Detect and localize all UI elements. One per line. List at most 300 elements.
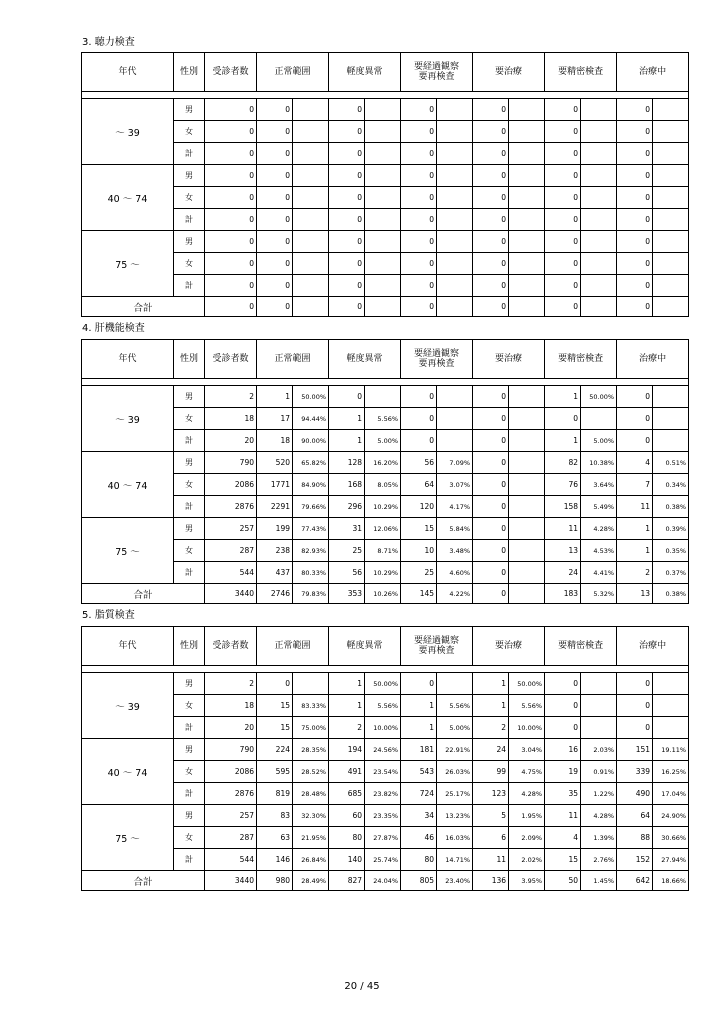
mild-count-cell: 0 (329, 275, 365, 297)
normal-percent-cell (293, 253, 329, 275)
precise-percent-cell: 4.28% (581, 518, 617, 540)
mild-count-cell: 25 (329, 540, 365, 562)
count-cell: 0 (205, 165, 257, 187)
mild-count-cell: 0 (329, 121, 365, 143)
tx-count-cell: 64 (617, 805, 653, 827)
header-count: 受診者数 (205, 53, 257, 92)
treat-percent-cell: 4.28% (509, 783, 545, 805)
mild-percent-cell: 23.35% (365, 805, 401, 827)
mild-count-cell: 0 (329, 143, 365, 165)
normal-percent-cell (293, 673, 329, 695)
tx-count-cell: 2 (617, 562, 653, 584)
tx-count-cell: 7 (617, 474, 653, 496)
watch-count-cell: 0 (401, 121, 437, 143)
treat-count-cell: 0 (473, 297, 509, 317)
normal-percent-cell: 80.33% (293, 562, 329, 584)
tx-percent-cell (653, 165, 689, 187)
count-cell: 544 (205, 562, 257, 584)
mild-percent-cell: 5.56% (365, 695, 401, 717)
precise-percent-cell (581, 408, 617, 430)
watch-percent-cell: 5.00% (437, 717, 473, 739)
watch-count-cell: 724 (401, 783, 437, 805)
precise-count-cell: 15 (545, 849, 581, 871)
sex-cell: 計 (174, 717, 205, 739)
table-row (82, 673, 689, 695)
watch-percent-cell: 3.48% (437, 540, 473, 562)
header-precise: 要精密検査 (545, 627, 617, 666)
count-cell: 0 (205, 253, 257, 275)
sex-cell: 男 (174, 99, 205, 121)
treat-count-cell: 0 (473, 121, 509, 143)
table-row (82, 143, 689, 165)
total-row (82, 584, 689, 604)
mild-count-cell: 2 (329, 717, 365, 739)
mild-count-cell: 827 (329, 871, 365, 891)
precise-percent-cell: 5.00% (581, 430, 617, 452)
normal-count-cell: 15 (257, 717, 293, 739)
watch-count-cell: 25 (401, 562, 437, 584)
sex-cell: 計 (174, 209, 205, 231)
tx-count-cell: 490 (617, 783, 653, 805)
precise-percent-cell: 2.03% (581, 739, 617, 761)
watch-count-cell: 0 (401, 673, 437, 695)
normal-count-cell: 0 (257, 121, 293, 143)
normal-count-cell: 199 (257, 518, 293, 540)
treat-percent-cell: 4.75% (509, 761, 545, 783)
precise-percent-cell: 0.91% (581, 761, 617, 783)
tx-count-cell: 4 (617, 452, 653, 474)
treat-count-cell: 0 (473, 540, 509, 562)
mild-percent-cell (365, 165, 401, 187)
header-mild: 軽度異常 (329, 627, 401, 666)
treat-percent-cell: 3.04% (509, 739, 545, 761)
watch-count-cell: 0 (401, 386, 437, 408)
treat-percent-cell (509, 386, 545, 408)
tx-percent-cell (653, 121, 689, 143)
precise-count-cell: 0 (545, 231, 581, 253)
mild-percent-cell (365, 386, 401, 408)
table-row (82, 408, 689, 430)
mild-percent-cell: 50.00% (365, 673, 401, 695)
inspection-table (81, 339, 689, 604)
precise-percent-cell: 5.49% (581, 496, 617, 518)
tx-percent-cell: 0.38% (653, 496, 689, 518)
sex-cell: 男 (174, 165, 205, 187)
header-watch-line1: 要経過観察 (414, 62, 460, 72)
watch-count-cell: 0 (401, 430, 437, 452)
tx-percent-cell: 17.04% (653, 783, 689, 805)
sex-cell: 女 (174, 761, 205, 783)
mild-percent-cell (365, 253, 401, 275)
mild-percent-cell: 24.56% (365, 739, 401, 761)
table-row (82, 209, 689, 231)
precise-count-cell: 0 (545, 717, 581, 739)
precise-percent-cell (581, 121, 617, 143)
watch-count-cell: 145 (401, 584, 437, 604)
precise-count-cell: 1 (545, 386, 581, 408)
precise-count-cell: 4 (545, 827, 581, 849)
watch-percent-cell: 5.84% (437, 518, 473, 540)
watch-count-cell: 0 (401, 187, 437, 209)
table-row (82, 518, 689, 540)
header-normal: 正常範囲 (257, 53, 329, 92)
header-watch-line1: 要経過観察 (414, 349, 460, 359)
treat-count-cell: 0 (473, 518, 509, 540)
normal-percent-cell: 28.52% (293, 761, 329, 783)
tx-percent-cell: 0.37% (653, 562, 689, 584)
normal-percent-cell: 65.82% (293, 452, 329, 474)
mild-percent-cell: 23.54% (365, 761, 401, 783)
tx-count-cell: 0 (617, 231, 653, 253)
normal-percent-cell (293, 187, 329, 209)
mild-percent-cell (365, 187, 401, 209)
watch-percent-cell (437, 673, 473, 695)
watch-percent-cell (437, 430, 473, 452)
header-treat: 要治療 (473, 53, 545, 92)
tx-count-cell: 0 (617, 695, 653, 717)
precise-percent-cell: 3.64% (581, 474, 617, 496)
tx-count-cell: 642 (617, 871, 653, 891)
tx-count-cell: 0 (617, 121, 653, 143)
count-cell: 20 (205, 717, 257, 739)
normal-percent-cell: 82.93% (293, 540, 329, 562)
precise-percent-cell (581, 187, 617, 209)
spacer-cell (82, 92, 689, 99)
treat-percent-cell (509, 121, 545, 143)
sex-cell: 計 (174, 143, 205, 165)
tx-count-cell: 0 (617, 253, 653, 275)
precise-count-cell: 0 (545, 165, 581, 187)
header-row (82, 340, 689, 379)
age-group-cell: 40 ～ 74 (82, 452, 174, 518)
table-row (82, 386, 689, 408)
inspection-table (81, 52, 689, 317)
tx-percent-cell: 27.94% (653, 849, 689, 871)
section-title: 3. 聴力検査 (82, 37, 135, 48)
precise-percent-cell: 1.39% (581, 827, 617, 849)
tx-count-cell: 11 (617, 496, 653, 518)
treat-count-cell: 0 (473, 584, 509, 604)
normal-count-cell: 0 (257, 297, 293, 317)
mild-count-cell: 0 (329, 386, 365, 408)
mild-count-cell: 56 (329, 562, 365, 584)
total-label: 合計 (82, 871, 205, 891)
total-row (82, 871, 689, 891)
treat-percent-cell (509, 231, 545, 253)
normal-count-cell: 2291 (257, 496, 293, 518)
precise-percent-cell: 1.45% (581, 871, 617, 891)
mild-count-cell: 0 (329, 231, 365, 253)
treat-percent-cell (509, 474, 545, 496)
tx-percent-cell (653, 143, 689, 165)
treat-percent-cell: 5.56% (509, 695, 545, 717)
precise-percent-cell (581, 209, 617, 231)
tx-count-cell: 0 (617, 165, 653, 187)
table-row (82, 496, 689, 518)
tx-percent-cell (653, 209, 689, 231)
treat-percent-cell (509, 562, 545, 584)
tx-percent-cell (653, 386, 689, 408)
header-watch-line2: 要再検査 (418, 359, 455, 369)
header-sex: 性別 (174, 340, 205, 379)
treat-count-cell: 0 (473, 231, 509, 253)
precise-count-cell: 11 (545, 518, 581, 540)
count-cell: 3440 (205, 871, 257, 891)
mild-percent-cell (365, 99, 401, 121)
header-row (82, 53, 689, 92)
spacer-cell (82, 379, 689, 386)
treat-percent-cell: 2.09% (509, 827, 545, 849)
mild-count-cell: 140 (329, 849, 365, 871)
watch-percent-cell: 16.03% (437, 827, 473, 849)
tx-count-cell: 0 (617, 275, 653, 297)
precise-percent-cell (581, 231, 617, 253)
treat-count-cell: 0 (473, 165, 509, 187)
tx-percent-cell (653, 695, 689, 717)
normal-percent-cell: 28.48% (293, 783, 329, 805)
watch-percent-cell (437, 143, 473, 165)
section-title: 4. 肝機能検査 (82, 323, 145, 334)
age-group-cell: ～ 39 (82, 99, 174, 165)
watch-percent-cell: 3.07% (437, 474, 473, 496)
watch-count-cell: 46 (401, 827, 437, 849)
treat-count-cell: 99 (473, 761, 509, 783)
normal-count-cell: 520 (257, 452, 293, 474)
treat-count-cell: 0 (473, 143, 509, 165)
normal-count-cell: 238 (257, 540, 293, 562)
mild-percent-cell: 24.04% (365, 871, 401, 891)
tx-percent-cell (653, 297, 689, 317)
precise-count-cell: 0 (545, 297, 581, 317)
age-group-cell: 75 ～ (82, 518, 174, 584)
count-cell: 18 (205, 695, 257, 717)
treat-count-cell: 0 (473, 562, 509, 584)
treat-percent-cell (509, 518, 545, 540)
normal-count-cell: 15 (257, 695, 293, 717)
mild-percent-cell: 8.71% (365, 540, 401, 562)
treat-count-cell: 1 (473, 695, 509, 717)
count-cell: 0 (205, 143, 257, 165)
count-cell: 0 (205, 297, 257, 317)
table-row (82, 739, 689, 761)
treat-percent-cell: 3.95% (509, 871, 545, 891)
header-watch-line2: 要再検査 (418, 646, 455, 656)
tx-percent-cell: 16.25% (653, 761, 689, 783)
total-label: 合計 (82, 297, 205, 317)
normal-count-cell: 17 (257, 408, 293, 430)
precise-percent-cell (581, 717, 617, 739)
table-row (82, 99, 689, 121)
precise-count-cell: 0 (545, 143, 581, 165)
watch-count-cell: 543 (401, 761, 437, 783)
sex-cell: 計 (174, 430, 205, 452)
watch-count-cell: 1 (401, 717, 437, 739)
mild-percent-cell: 23.82% (365, 783, 401, 805)
precise-count-cell: 158 (545, 496, 581, 518)
table-row (82, 761, 689, 783)
tx-percent-cell: 0.35% (653, 540, 689, 562)
precise-count-cell: 50 (545, 871, 581, 891)
precise-count-cell: 0 (545, 99, 581, 121)
precise-count-cell: 35 (545, 783, 581, 805)
treat-count-cell: 0 (473, 430, 509, 452)
header-watch-line2: 要再検査 (418, 72, 455, 82)
watch-percent-cell: 25.17% (437, 783, 473, 805)
mild-percent-cell: 12.06% (365, 518, 401, 540)
header-mild: 軽度異常 (329, 340, 401, 379)
normal-count-cell: 0 (257, 209, 293, 231)
treat-percent-cell: 10.00% (509, 717, 545, 739)
normal-percent-cell (293, 297, 329, 317)
precise-count-cell: 76 (545, 474, 581, 496)
normal-percent-cell (293, 143, 329, 165)
count-cell: 0 (205, 121, 257, 143)
watch-percent-cell (437, 275, 473, 297)
treat-percent-cell (509, 297, 545, 317)
precise-percent-cell (581, 275, 617, 297)
precise-percent-cell (581, 297, 617, 317)
normal-count-cell: 2746 (257, 584, 293, 604)
precise-percent-cell (581, 165, 617, 187)
total-row (82, 297, 689, 317)
watch-count-cell: 56 (401, 452, 437, 474)
table-row (82, 540, 689, 562)
normal-percent-cell: 90.00% (293, 430, 329, 452)
treat-count-cell: 2 (473, 717, 509, 739)
normal-percent-cell: 83.33% (293, 695, 329, 717)
mild-percent-cell: 16.20% (365, 452, 401, 474)
section-title: 5. 脂質検査 (82, 610, 135, 621)
precise-percent-cell: 5.32% (581, 584, 617, 604)
header-age: 年代 (82, 340, 174, 379)
mild-count-cell: 1 (329, 673, 365, 695)
normal-percent-cell (293, 99, 329, 121)
count-cell: 3440 (205, 584, 257, 604)
mild-count-cell: 128 (329, 452, 365, 474)
watch-count-cell: 80 (401, 849, 437, 871)
sex-cell: 計 (174, 496, 205, 518)
header-in-treatment: 治療中 (617, 627, 689, 666)
treat-count-cell: 0 (473, 408, 509, 430)
header-sex: 性別 (174, 627, 205, 666)
watch-percent-cell (437, 99, 473, 121)
normal-percent-cell: 79.83% (293, 584, 329, 604)
spacer-row (82, 379, 689, 386)
mild-percent-cell: 5.56% (365, 408, 401, 430)
mild-percent-cell (365, 297, 401, 317)
precise-count-cell: 0 (545, 209, 581, 231)
tx-percent-cell: 19.11% (653, 739, 689, 761)
treat-count-cell: 136 (473, 871, 509, 891)
sex-cell: 女 (174, 827, 205, 849)
mild-count-cell: 31 (329, 518, 365, 540)
mild-count-cell: 1 (329, 430, 365, 452)
header-sex: 性別 (174, 53, 205, 92)
sex-cell: 男 (174, 452, 205, 474)
count-cell: 287 (205, 540, 257, 562)
age-group-cell: 40 ～ 74 (82, 739, 174, 805)
watch-count-cell: 1 (401, 695, 437, 717)
count-cell: 0 (205, 187, 257, 209)
watch-count-cell: 15 (401, 518, 437, 540)
precise-percent-cell: 2.76% (581, 849, 617, 871)
mild-count-cell: 296 (329, 496, 365, 518)
mild-count-cell: 1 (329, 695, 365, 717)
header-in-treatment: 治療中 (617, 340, 689, 379)
precise-count-cell: 0 (545, 275, 581, 297)
header-normal: 正常範囲 (257, 627, 329, 666)
mild-percent-cell: 8.05% (365, 474, 401, 496)
treat-count-cell: 0 (473, 386, 509, 408)
precise-count-cell: 183 (545, 584, 581, 604)
mild-count-cell: 168 (329, 474, 365, 496)
precise-percent-cell: 10.38% (581, 452, 617, 474)
mild-percent-cell: 10.29% (365, 562, 401, 584)
count-cell: 2 (205, 673, 257, 695)
watch-percent-cell: 13.23% (437, 805, 473, 827)
tx-percent-cell (653, 99, 689, 121)
normal-percent-cell: 21.95% (293, 827, 329, 849)
precise-count-cell: 0 (545, 408, 581, 430)
tx-percent-cell: 18.66% (653, 871, 689, 891)
mild-percent-cell (365, 121, 401, 143)
normal-percent-cell: 50.00% (293, 386, 329, 408)
mild-count-cell: 0 (329, 297, 365, 317)
precise-count-cell: 11 (545, 805, 581, 827)
tx-percent-cell (653, 673, 689, 695)
normal-percent-cell: 77.43% (293, 518, 329, 540)
precise-percent-cell: 50.00% (581, 386, 617, 408)
precise-count-cell: 19 (545, 761, 581, 783)
sex-cell: 計 (174, 783, 205, 805)
precise-count-cell: 0 (545, 121, 581, 143)
table-row (82, 165, 689, 187)
normal-count-cell: 146 (257, 849, 293, 871)
normal-percent-cell (293, 275, 329, 297)
table-row (82, 430, 689, 452)
normal-percent-cell: 32.30% (293, 805, 329, 827)
tx-percent-cell (653, 253, 689, 275)
mild-count-cell: 80 (329, 827, 365, 849)
normal-percent-cell: 75.00% (293, 717, 329, 739)
inspection-table (81, 626, 689, 891)
age-group-cell: ～ 39 (82, 673, 174, 739)
treat-percent-cell: 50.00% (509, 673, 545, 695)
table-row (82, 275, 689, 297)
treat-percent-cell (509, 430, 545, 452)
precise-count-cell: 82 (545, 452, 581, 474)
mild-count-cell: 194 (329, 739, 365, 761)
treat-count-cell: 0 (473, 496, 509, 518)
normal-count-cell: 224 (257, 739, 293, 761)
mild-count-cell: 0 (329, 209, 365, 231)
count-cell: 2 (205, 386, 257, 408)
watch-count-cell: 64 (401, 474, 437, 496)
header-watch-line1: 要経過観察 (414, 636, 460, 646)
header-watch (401, 340, 473, 379)
precise-percent-cell (581, 143, 617, 165)
sex-cell: 計 (174, 275, 205, 297)
age-group-cell: 75 ～ (82, 231, 174, 297)
table-row (82, 562, 689, 584)
count-cell: 0 (205, 231, 257, 253)
normal-count-cell: 1771 (257, 474, 293, 496)
watch-count-cell: 120 (401, 496, 437, 518)
tx-count-cell: 151 (617, 739, 653, 761)
normal-count-cell: 83 (257, 805, 293, 827)
tx-percent-cell: 24.90% (653, 805, 689, 827)
precise-percent-cell (581, 695, 617, 717)
